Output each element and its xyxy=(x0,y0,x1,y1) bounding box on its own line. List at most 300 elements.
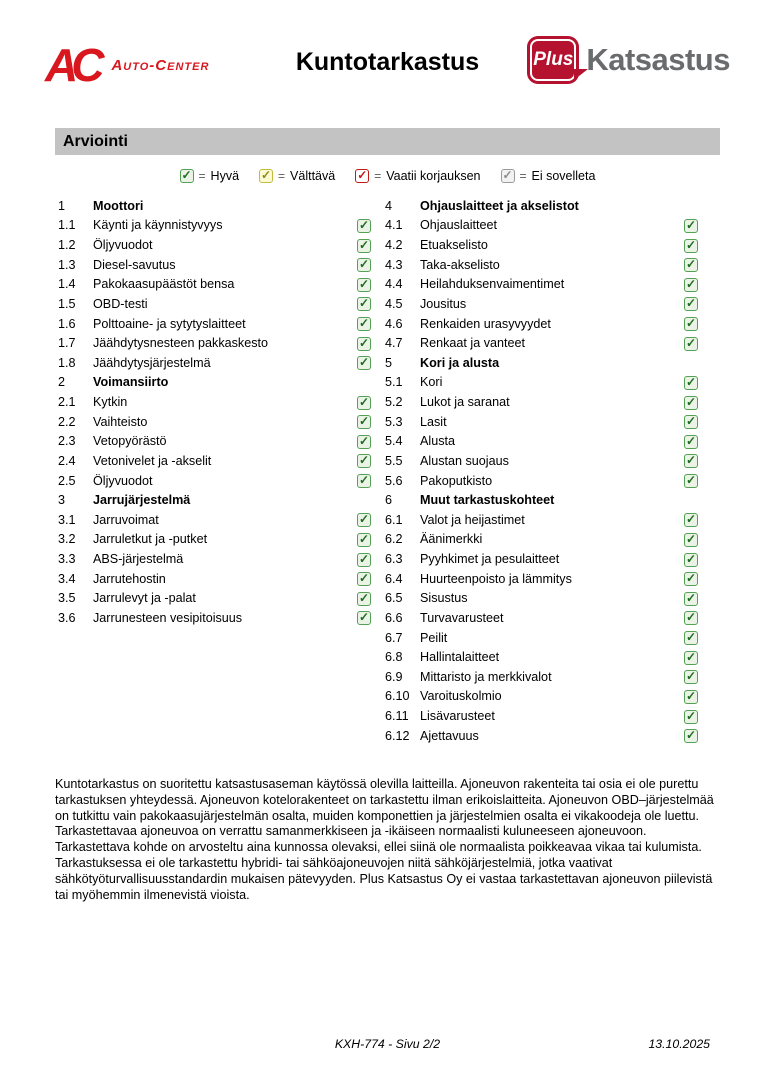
section-title: Moottori xyxy=(93,198,144,213)
plus-badge-text: Plus xyxy=(533,49,574,70)
check-mark-icon: ✓ xyxy=(685,571,697,586)
check-mark-icon: ✓ xyxy=(358,453,370,468)
item-number: 4 xyxy=(385,198,393,213)
checklist-row xyxy=(385,549,700,569)
item-number: 2 xyxy=(58,375,66,390)
item-status-cell xyxy=(684,709,700,724)
check-mark-icon: ✓ xyxy=(685,276,697,291)
check-mark-icon: ✓ xyxy=(685,335,697,350)
item-status-cell xyxy=(684,316,700,331)
checklist-row xyxy=(385,589,700,609)
check-mark-icon: ✓ xyxy=(685,316,697,331)
item-number: 6.10 xyxy=(385,689,410,704)
status-checkbox-good-icon xyxy=(684,454,698,468)
status-checkbox-good-icon xyxy=(357,297,371,311)
item-number: 5.6 xyxy=(385,473,403,488)
checklist-row xyxy=(58,216,373,236)
item-status-cell xyxy=(684,630,700,645)
item-number: 4.2 xyxy=(385,238,403,253)
item-number: 3.3 xyxy=(58,552,76,567)
item-label: Valot ja heijastimet xyxy=(420,512,525,527)
item-label: Jousitus xyxy=(420,296,467,311)
checklist-row xyxy=(385,706,700,726)
item-label: Sisustus xyxy=(420,591,468,606)
section-title: Kori ja alusta xyxy=(420,355,500,370)
item-label: Polttoaine- ja sytytyslaitteet xyxy=(93,316,246,331)
item-label: Taka-akselisto xyxy=(420,257,500,272)
status-checkbox-good-icon xyxy=(684,611,698,625)
checklist-row xyxy=(385,432,700,452)
item-label: Pakoputkisto xyxy=(420,473,493,488)
page-title: Kuntotarkastus xyxy=(295,48,480,76)
katsastus-logo-text: Katsastus xyxy=(586,42,730,77)
item-label: Jarrulevyt ja -palat xyxy=(93,591,196,606)
check-mark-icon: ✓ xyxy=(358,355,370,370)
checklist-row xyxy=(385,569,700,589)
checklist-row xyxy=(385,667,700,687)
status-checkbox-good-icon xyxy=(357,415,371,429)
status-checkbox-good-icon xyxy=(684,651,698,665)
legend-item-na xyxy=(501,169,596,183)
checklist-column-left xyxy=(58,196,373,746)
status-checkbox-good-icon xyxy=(684,690,698,704)
item-label: Vetonivelet ja -akselit xyxy=(93,453,212,468)
checklist-row xyxy=(58,353,373,373)
status-checkbox-good-icon xyxy=(357,396,371,410)
checklist xyxy=(58,196,700,746)
item-status-cell xyxy=(357,552,373,567)
status-checkbox-good-icon xyxy=(357,219,371,233)
section-header-row xyxy=(58,196,373,216)
item-status-cell xyxy=(684,434,700,449)
status-checkbox-good-icon xyxy=(684,396,698,410)
item-number: 5.4 xyxy=(385,434,403,449)
item-label: Ohjauslaitteet xyxy=(420,218,498,233)
item-label: Lasit xyxy=(420,414,447,429)
item-number: 2.1 xyxy=(58,395,76,410)
checklist-row xyxy=(58,432,373,452)
item-number: 6.7 xyxy=(385,630,403,645)
legend-label: Ei sovelleta xyxy=(531,169,596,183)
item-label: Jarrutehostin xyxy=(93,571,166,586)
item-label: Heilahduksenvaimentimet xyxy=(420,277,565,292)
item-label: Äänimerkki xyxy=(420,532,483,547)
checklist-row xyxy=(385,373,700,393)
item-status-cell xyxy=(684,552,700,567)
section-header-row xyxy=(385,490,700,510)
section-title: Jarrujärjestelmä xyxy=(93,493,191,508)
status-checkbox-good-icon xyxy=(684,710,698,724)
check-mark-icon: ✓ xyxy=(685,433,697,448)
check-mark-icon: ✓ xyxy=(685,237,697,252)
item-number: 1.2 xyxy=(58,238,76,253)
check-mark-icon: ✓ xyxy=(685,394,697,409)
item-number: 5.2 xyxy=(385,395,403,410)
item-label: Pyyhkimet ja pesulaitteet xyxy=(420,552,560,567)
item-label: ABS-järjestelmä xyxy=(93,552,184,567)
checklist-row xyxy=(385,392,700,412)
item-number: 6.9 xyxy=(385,669,403,684)
status-checkbox-good-icon xyxy=(684,553,698,567)
status-checkbox-fair-icon xyxy=(259,169,273,183)
item-number: 6.5 xyxy=(385,591,403,606)
registration-and-page-number: KXH-774 - Sivu 2/2 xyxy=(334,1037,441,1051)
item-status-cell xyxy=(357,591,373,606)
item-number: 6.4 xyxy=(385,571,403,586)
check-mark-icon: ✓ xyxy=(685,473,697,488)
status-checkbox-good-icon xyxy=(684,474,698,488)
check-mark-icon: ✓ xyxy=(685,257,697,272)
item-status-cell xyxy=(684,277,700,292)
item-label: Vetopyörästö xyxy=(93,434,167,449)
legend-item-repair xyxy=(355,169,480,183)
item-number: 4.7 xyxy=(385,336,403,351)
check-mark-icon: ✓ xyxy=(358,316,370,331)
checklist-row xyxy=(58,255,373,275)
item-status-cell xyxy=(684,689,700,704)
page-footer xyxy=(55,1037,720,1055)
item-number: 3.5 xyxy=(58,591,76,606)
check-mark-icon: ✓ xyxy=(358,590,370,605)
check-mark-icon: ✓ xyxy=(685,414,697,429)
checklist-row xyxy=(58,392,373,412)
item-label: Kytkin xyxy=(93,395,128,410)
item-number: 6.2 xyxy=(385,532,403,547)
checklist-row xyxy=(58,471,373,491)
section-header-row xyxy=(58,373,373,393)
status-checkbox-good-icon xyxy=(684,572,698,586)
legend-label: Vaatii korjauksen xyxy=(386,169,481,183)
item-number: 3.1 xyxy=(58,512,76,527)
legend-equals-sign: = xyxy=(278,169,286,183)
item-status-cell xyxy=(684,414,700,429)
item-status-cell xyxy=(357,414,373,429)
item-number: 5.5 xyxy=(385,453,403,468)
status-checkbox-good-icon xyxy=(684,376,698,390)
checklist-row xyxy=(385,647,700,667)
legend-equals-sign: = xyxy=(198,169,206,183)
item-number: 1.4 xyxy=(58,277,76,292)
check-mark-icon: ✓ xyxy=(358,571,370,586)
check-mark-icon: ✓ xyxy=(358,335,370,350)
checklist-row xyxy=(58,569,373,589)
item-label: Peilit xyxy=(420,630,448,645)
check-mark-icon: ✓ xyxy=(685,296,697,311)
check-mark-icon: ✓ xyxy=(685,728,697,743)
check-mark-icon: ✓ xyxy=(261,168,272,182)
item-number: 4.3 xyxy=(385,257,403,272)
checklist-row xyxy=(58,549,373,569)
status-checkbox-good-icon xyxy=(357,258,371,272)
status-checkbox-good-icon xyxy=(357,356,371,370)
item-status-cell xyxy=(357,296,373,311)
check-mark-icon: ✓ xyxy=(685,551,697,566)
item-number: 6.12 xyxy=(385,728,410,743)
section-title: Ohjauslaitteet ja akselistot xyxy=(420,198,579,213)
check-mark-icon: ✓ xyxy=(685,630,697,645)
check-mark-icon: ✓ xyxy=(358,551,370,566)
item-status-cell xyxy=(684,218,700,233)
check-mark-icon: ✓ xyxy=(358,276,370,291)
item-status-cell xyxy=(684,728,700,743)
status-checkbox-good-icon xyxy=(684,219,698,233)
check-mark-icon: ✓ xyxy=(358,473,370,488)
checklist-column-right xyxy=(385,196,700,746)
status-checkbox-good-icon xyxy=(357,337,371,351)
check-mark-icon: ✓ xyxy=(358,217,370,232)
status-checkbox-good-icon xyxy=(684,297,698,311)
checklist-row xyxy=(58,451,373,471)
check-mark-icon: ✓ xyxy=(685,610,697,625)
plus-katsastus-logo xyxy=(527,36,730,84)
item-number: 5.1 xyxy=(385,375,403,390)
item-status-cell xyxy=(684,257,700,272)
item-number: 6.1 xyxy=(385,512,403,527)
check-mark-icon: ✓ xyxy=(685,688,697,703)
status-checkbox-na-icon xyxy=(501,169,515,183)
status-checkbox-good-icon xyxy=(180,169,194,183)
checklist-row xyxy=(58,589,373,609)
status-checkbox-good-icon xyxy=(684,317,698,331)
check-mark-icon: ✓ xyxy=(358,257,370,272)
item-status-cell xyxy=(357,473,373,488)
item-number: 1.1 xyxy=(58,218,76,233)
section-title: Voimansiirto xyxy=(93,375,169,390)
checklist-row xyxy=(385,628,700,648)
check-mark-icon: ✓ xyxy=(358,394,370,409)
checklist-row xyxy=(385,235,700,255)
item-number: 4.1 xyxy=(385,218,403,233)
item-status-cell xyxy=(684,610,700,625)
status-checkbox-good-icon xyxy=(684,729,698,743)
section-header-row xyxy=(58,490,373,510)
item-status-cell xyxy=(684,512,700,527)
checklist-row xyxy=(58,294,373,314)
item-number: 1 xyxy=(58,198,66,213)
item-label: Öljyvuodot xyxy=(93,473,153,488)
item-label: Hallintalaitteet xyxy=(420,650,500,665)
item-status-cell xyxy=(357,610,373,625)
item-label: Käynti ja käynnistyvyys xyxy=(93,218,223,233)
report-header xyxy=(45,36,730,96)
item-number: 6.6 xyxy=(385,610,403,625)
item-number: 1.3 xyxy=(58,257,76,272)
item-status-cell xyxy=(684,375,700,390)
checklist-row xyxy=(385,726,700,746)
check-mark-icon: ✓ xyxy=(685,453,697,468)
legend-item-good xyxy=(180,169,240,183)
item-label: Vaihteisto xyxy=(93,414,148,429)
auto-center-logo xyxy=(45,39,210,91)
status-checkbox-repair-icon xyxy=(355,169,369,183)
item-number: 3.4 xyxy=(58,571,76,586)
status-checkbox-good-icon xyxy=(684,533,698,547)
check-mark-icon: ✓ xyxy=(502,168,513,182)
item-status-cell xyxy=(357,395,373,410)
legend xyxy=(55,169,720,183)
item-label: Renkaat ja vanteet xyxy=(420,336,526,351)
item-number: 2.3 xyxy=(58,434,76,449)
item-status-cell xyxy=(357,336,373,351)
checklist-row xyxy=(385,333,700,353)
checklist-row xyxy=(58,275,373,295)
section-header-row xyxy=(385,196,700,216)
check-mark-icon: ✓ xyxy=(685,590,697,605)
status-checkbox-good-icon xyxy=(357,474,371,488)
item-status-cell xyxy=(357,238,373,253)
item-label: Ajettavuus xyxy=(420,728,479,743)
status-checkbox-good-icon xyxy=(357,239,371,253)
checklist-row xyxy=(58,510,373,530)
check-mark-icon: ✓ xyxy=(358,610,370,625)
item-label: OBD-testi xyxy=(93,296,148,311)
item-label: Jäähdytysjärjestelmä xyxy=(93,355,211,370)
checklist-row xyxy=(385,216,700,236)
item-number: 6 xyxy=(385,493,393,508)
item-label: Kori xyxy=(420,375,443,390)
item-status-cell xyxy=(357,434,373,449)
item-status-cell xyxy=(357,257,373,272)
item-status-cell xyxy=(357,512,373,527)
item-number: 1.6 xyxy=(58,316,76,331)
item-status-cell xyxy=(684,453,700,468)
checklist-row xyxy=(385,275,700,295)
item-number: 3.6 xyxy=(58,610,76,625)
checklist-row xyxy=(58,235,373,255)
status-checkbox-good-icon xyxy=(357,533,371,547)
status-checkbox-good-icon xyxy=(357,435,371,449)
check-mark-icon: ✓ xyxy=(358,512,370,527)
check-mark-icon: ✓ xyxy=(685,669,697,684)
item-label: Jäähdytysnesteen pakkaskesto xyxy=(93,336,269,351)
item-number: 4.5 xyxy=(385,296,403,311)
disclaimer-text: Kuntotarkastus on suoritettu katsastusaseman käytössä olevilla laitteilla. Ajoneuvon rakenteita tai osia ei ole purettu tarkastuksen yhteydessä. Ajoneuvon kotelorakenteet on tarkastettu ilman erikoislaitteita. Ajoneuvon OBD–järjestelmää on tutkittu vain pakokaasujärjestelmän osalta, muiden komponettien ja järjestelmien osalta ei vikakoodeja ole luettu. Tarkastettavaa ajoneuvoa on verrattu samanmerkkiseen ja -ikäiseen normaalisti kuluneeseen ajoneuvoon. Tarkastettava kohde on arvosteltu aina kunnossa olevaksi, ellei siinä ole normaalista poikkeavaa vikaa tai kulumista. Tarkastuksessa ei ole tarkastettu hybridi- tai sähköajoneuvojen niitä sähköjärjestelmiä, jotka vaativat sähkötyöturvallisuusstandardin mukaisen pätevyyden. Plus Katsastus Oy ei vastaa tarkastettavan ajoneuvon piilevistä tai myöhemmin ilmenevistä vioista. xyxy=(55,777,714,902)
checklist-row xyxy=(385,510,700,530)
item-label: Jarruvoimat xyxy=(93,512,159,527)
item-number: 4.4 xyxy=(385,277,403,292)
section-header-row xyxy=(385,353,700,373)
status-checkbox-good-icon xyxy=(357,592,371,606)
report-date: 13.10.2025 xyxy=(648,1037,710,1051)
plus-badge-icon xyxy=(527,36,579,84)
status-checkbox-good-icon xyxy=(684,415,698,429)
check-mark-icon: ✓ xyxy=(357,168,368,182)
item-label: Renkaiden urasyvyydet xyxy=(420,316,551,331)
item-status-cell xyxy=(684,395,700,410)
checklist-row xyxy=(385,255,700,275)
status-checkbox-good-icon xyxy=(357,513,371,527)
status-checkbox-good-icon xyxy=(357,278,371,292)
item-status-cell xyxy=(357,218,373,233)
item-number: 6.3 xyxy=(385,552,403,567)
item-status-cell xyxy=(684,473,700,488)
check-mark-icon: ✓ xyxy=(685,708,697,723)
status-checkbox-good-icon xyxy=(684,337,698,351)
item-status-cell xyxy=(684,296,700,311)
section-title: Muut tarkastuskohteet xyxy=(420,493,555,508)
item-label: Jarrunesteen vesipitoisuus xyxy=(93,610,243,625)
check-mark-icon: ✓ xyxy=(358,296,370,311)
legend-equals-sign: = xyxy=(519,169,527,183)
item-number: 6.8 xyxy=(385,650,403,665)
checklist-row xyxy=(385,451,700,471)
item-status-cell xyxy=(684,336,700,351)
auto-center-logo-text: Auto-Center xyxy=(111,56,210,74)
item-label: Etuakselisto xyxy=(420,238,488,253)
item-label: Turvavarusteet xyxy=(420,610,504,625)
check-mark-icon: ✓ xyxy=(685,217,697,232)
legend-label: Hyvä xyxy=(210,169,240,183)
legend-item-fair xyxy=(259,169,335,183)
checklist-row xyxy=(385,530,700,550)
status-checkbox-good-icon xyxy=(357,611,371,625)
item-number: 1.8 xyxy=(58,355,76,370)
item-status-cell xyxy=(357,277,373,292)
item-label: Alusta xyxy=(420,434,456,449)
item-label: Pakokaasupäästöt bensa xyxy=(93,277,235,292)
item-status-cell xyxy=(684,571,700,586)
item-number: 4.6 xyxy=(385,316,403,331)
status-checkbox-good-icon xyxy=(684,239,698,253)
check-mark-icon: ✓ xyxy=(685,374,697,389)
checklist-row xyxy=(385,294,700,314)
item-label: Huurteenpoisto ja lämmitys xyxy=(420,571,572,586)
item-status-cell xyxy=(684,669,700,684)
check-mark-icon: ✓ xyxy=(358,531,370,546)
status-checkbox-good-icon xyxy=(684,670,698,684)
item-label: Alustan suojaus xyxy=(420,453,509,468)
item-status-cell xyxy=(357,571,373,586)
legend-label: Välttävä xyxy=(290,169,336,183)
check-mark-icon: ✓ xyxy=(685,649,697,664)
checklist-row xyxy=(385,471,700,491)
status-checkbox-good-icon xyxy=(684,435,698,449)
item-status-cell xyxy=(684,591,700,606)
checklist-row xyxy=(385,687,700,707)
checklist-row xyxy=(385,412,700,432)
check-mark-icon: ✓ xyxy=(685,531,697,546)
item-number: 3.2 xyxy=(58,532,76,547)
item-number: 1.5 xyxy=(58,296,76,311)
item-status-cell xyxy=(357,532,373,547)
item-number: 5 xyxy=(385,355,393,370)
checklist-row xyxy=(58,412,373,432)
item-number: 2.5 xyxy=(58,473,76,488)
item-label: Öljyvuodot xyxy=(93,238,153,253)
item-status-cell xyxy=(357,355,373,370)
item-number: 6.11 xyxy=(385,709,409,724)
item-label: Lisävarusteet xyxy=(420,709,495,724)
checklist-row xyxy=(58,314,373,334)
item-status-cell xyxy=(357,453,373,468)
check-mark-icon: ✓ xyxy=(358,414,370,429)
checklist-row xyxy=(58,608,373,628)
status-checkbox-good-icon xyxy=(684,631,698,645)
check-mark-icon: ✓ xyxy=(181,168,192,182)
status-checkbox-good-icon xyxy=(684,592,698,606)
legend-equals-sign: = xyxy=(374,169,382,183)
item-status-cell xyxy=(684,238,700,253)
speech-bubble-tail-icon xyxy=(574,69,588,80)
check-mark-icon: ✓ xyxy=(358,433,370,448)
item-number: 2.2 xyxy=(58,414,76,429)
item-label: Mittaristo ja merkkivalot xyxy=(420,669,552,684)
status-checkbox-good-icon xyxy=(684,258,698,272)
item-number: 1.7 xyxy=(58,336,76,351)
check-mark-icon: ✓ xyxy=(358,237,370,252)
item-number: 2.4 xyxy=(58,453,76,468)
item-label: Diesel-savutus xyxy=(93,257,176,272)
